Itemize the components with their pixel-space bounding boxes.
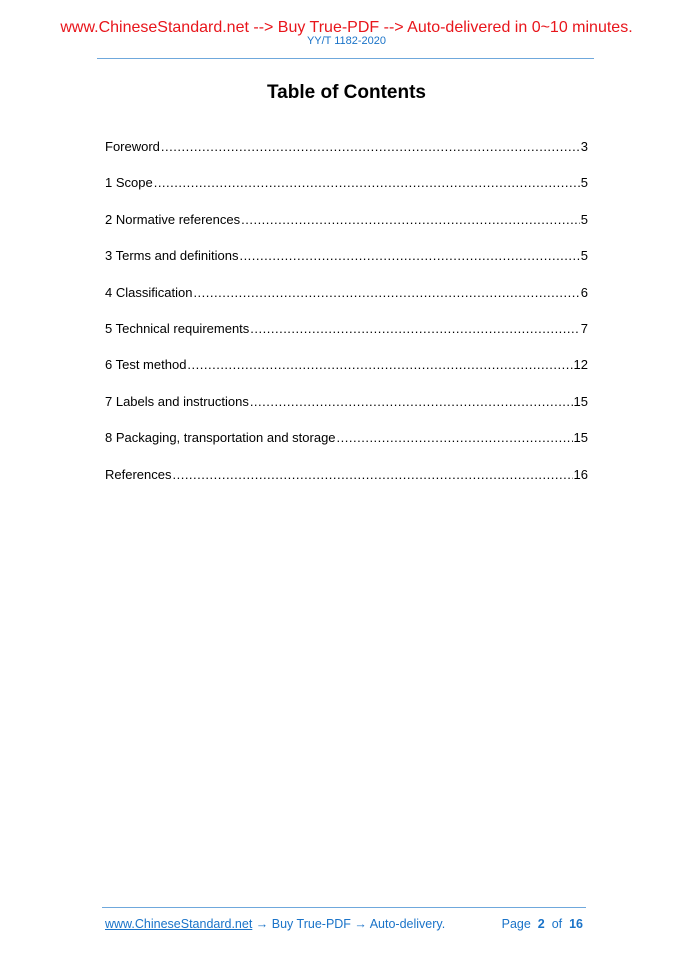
- dot-leader: [250, 320, 579, 338]
- toc-entry-page: 12: [573, 357, 588, 373]
- toc-entry-technical-requirements[interactable]: [105, 320, 588, 356]
- toc-entry-label: Foreword: [105, 139, 160, 154]
- toc-entry-label: 5 Technical requirements: [105, 320, 250, 336]
- footer-tagline: → Buy True-PDF → Auto-delivery.: [252, 917, 446, 931]
- page-indicator: [502, 916, 583, 932]
- dot-leader: [187, 356, 572, 374]
- toc-entry-label: 1 Scope: [105, 175, 153, 191]
- toc-entry-normative-references[interactable]: [105, 211, 588, 247]
- toc-entry-page: 15: [573, 430, 588, 446]
- toc-entry-label: 7 Labels and instructions: [105, 393, 249, 409]
- toc-title: Table of Contents: [266, 82, 427, 103]
- toc-entry-page: 6: [580, 284, 588, 300]
- dot-leader: [193, 284, 579, 302]
- toc-entry-labels-and-instructions[interactable]: [105, 393, 588, 429]
- page-current: 2: [537, 917, 545, 931]
- toc-entry-page: 3: [580, 139, 588, 154]
- toc-entry-scope[interactable]: [105, 174, 588, 210]
- toc-entry-foreword[interactable]: [105, 138, 588, 174]
- header-divider: [97, 58, 594, 59]
- dot-leader: [241, 211, 580, 229]
- toc-entry-label: 3 Terms and definitions: [105, 248, 239, 264]
- footer-promo: [105, 916, 445, 932]
- toc-entry-classification[interactable]: [105, 284, 588, 320]
- toc-list: [105, 138, 588, 502]
- page-footer: [105, 916, 583, 932]
- page-word: Page: [501, 917, 531, 931]
- toc-entry-packaging-transportation-storage[interactable]: [105, 429, 588, 465]
- dot-leader: [172, 466, 572, 484]
- dot-leader: [239, 247, 579, 265]
- toc-entry-label: 6 Test method: [105, 357, 187, 373]
- toc-entry-references[interactable]: [105, 466, 588, 502]
- page-total: 16: [569, 917, 583, 931]
- toc-entry-page: 16: [573, 466, 588, 482]
- toc-entry-label: 4 Classification: [105, 284, 193, 300]
- of-word: of: [551, 917, 563, 931]
- document-code: YY/T 1182-2020: [306, 35, 387, 47]
- toc-entry-label: 8 Packaging, transportation and storage: [105, 430, 336, 446]
- dot-leader: [337, 429, 573, 447]
- toc-entry-page: 5: [580, 175, 588, 191]
- promo-banner: www.ChineseStandard.net --> Buy True-PDF --> Auto-delivered in 0~10 minutes.: [60, 19, 633, 36]
- dot-leader: [161, 138, 580, 156]
- toc-entry-terms-and-definitions[interactable]: [105, 247, 588, 283]
- dot-leader: [250, 393, 573, 411]
- footer-divider: [102, 907, 586, 908]
- toc-entry-page: 5: [580, 248, 588, 264]
- dot-leader: [154, 174, 580, 192]
- toc-entry-test-method[interactable]: [105, 356, 588, 392]
- toc-entry-page: 7: [580, 320, 588, 336]
- toc-entry-label: References: [105, 466, 172, 482]
- toc-entry-page: 5: [580, 211, 588, 227]
- toc-entry-page: 15: [573, 393, 588, 409]
- footer-store-link[interactable]: www.ChineseStandard.net: [105, 917, 253, 931]
- toc-entry-label: 2 Normative references: [105, 211, 241, 227]
